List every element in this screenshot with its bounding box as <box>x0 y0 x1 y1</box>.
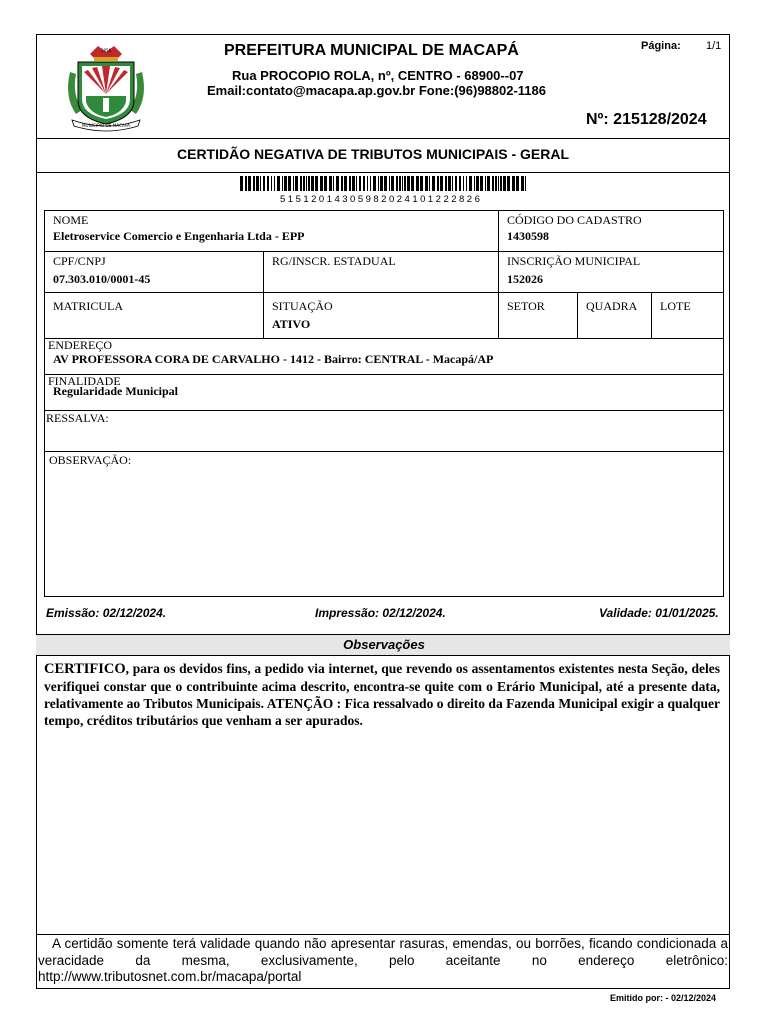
barcode-bar <box>256 176 259 191</box>
barcode-bar <box>507 176 510 191</box>
barcode-bar <box>315 176 318 191</box>
inscricao-value: 152026 <box>507 272 543 286</box>
barcode-bar <box>329 176 332 191</box>
barcode-bar <box>448 176 451 191</box>
field-ressalva <box>44 410 724 452</box>
emitido-por: Emitido por: - 02/12/2024 <box>610 993 717 1003</box>
barcode-bar <box>356 176 357 191</box>
field-nome <box>44 210 499 252</box>
rg-label: RG/INSCR. ESTADUAL <box>272 254 396 268</box>
nome-label: NOME <box>53 213 89 227</box>
barcode-bar <box>440 176 443 191</box>
barcode-bar <box>437 176 439 191</box>
field-codigo <box>498 210 724 252</box>
field-endereco <box>44 338 724 375</box>
barcode-bar <box>420 176 423 191</box>
field-setor <box>498 292 578 339</box>
barcode-bar <box>429 176 430 191</box>
barcode-bar <box>411 176 414 191</box>
barcode-bar <box>344 176 347 191</box>
finalidade-value: Regularidade Municipal <box>53 384 179 398</box>
situacao-label: SITUAÇÃO <box>272 299 333 313</box>
barcode-bar <box>521 176 524 191</box>
barcode-bar <box>248 176 251 191</box>
barcode-bar <box>476 176 479 191</box>
certificate-number: Nº: 215128/2024 <box>586 111 707 128</box>
barcode-bar <box>306 176 307 191</box>
barcode-bar <box>525 176 526 191</box>
certifico-body: , para os devidos fins, a pedido via internet, que revendo os assentamentos existentes nesta Seção, deles verifiquei constar que o contribuinte acima descrito, encontra-se quite com o Erário Municipal, até a presente data, relativamente ao Tributos Municipais. ATENÇÃO : Fica ressalvado o direito da Fazenda Municipal exigir a qualquer tempo, créditos tributários que venham a ser apurados. <box>44 661 720 728</box>
crest-year: 1856 <box>100 48 112 53</box>
barcode-bar <box>402 176 403 191</box>
field-observacao <box>44 451 724 597</box>
barcode-bar <box>500 176 502 191</box>
barcode-bar <box>324 176 327 191</box>
barcode-bar <box>333 176 334 191</box>
certifico-lead: CERTIFICO <box>44 661 126 677</box>
barcode-bar <box>455 176 457 191</box>
cpf-value: 07.303.010/0001-45 <box>53 272 151 286</box>
barcode-bar <box>474 176 475 191</box>
barcode-bar <box>469 176 472 191</box>
barcode-bar <box>416 176 419 191</box>
barcode-bar <box>284 176 287 191</box>
barcode-bar <box>367 176 368 191</box>
barcode-bar <box>277 176 280 191</box>
quadra-label: QUADRA <box>586 299 638 313</box>
barcode-bar <box>352 176 355 191</box>
barcode-bar <box>495 176 497 191</box>
field-finalidade <box>44 374 724 411</box>
footer-note: A certidão somente terá validade quando não apresentar rasuras, emendas, ou borrões, ficando condicionada a veracidade da mesma, exclusivamente, pelo aceitante no endereço eletrônico: http://www.tributosnet.com.br/macapa/portal <box>38 936 728 984</box>
barcode-bar <box>480 176 483 191</box>
barcode-bar <box>359 176 361 191</box>
barcode-bar <box>370 176 371 191</box>
barcode-bar <box>380 176 383 191</box>
barcode-bar <box>303 176 305 191</box>
barcode-bar <box>311 176 314 191</box>
field-inscricao <box>498 251 724 293</box>
barcode-bar <box>404 176 406 191</box>
codigo-label: CÓDIGO DO CADASTRO <box>507 213 642 227</box>
barcode-bar <box>492 176 494 191</box>
codigo-value: 1430598 <box>507 229 549 243</box>
field-cpf <box>44 251 264 293</box>
barcode-bar <box>245 176 247 191</box>
barcode-bar <box>407 176 410 191</box>
crest-caption: MUNICIPIO DE MACAPÁ <box>81 123 131 128</box>
barcode-bar <box>463 176 464 191</box>
barcode-bar <box>425 176 428 191</box>
matricula-label: MATRICULA <box>53 299 124 313</box>
header-divider <box>36 138 730 139</box>
barcode-bar <box>485 176 486 191</box>
barcode-bar <box>240 176 243 191</box>
barcode-bar <box>282 176 283 191</box>
nome-value: Eletroservice Comercio e Engenharia Ltda - EPP <box>53 229 305 243</box>
field-quadra <box>577 292 652 339</box>
barcode-bar <box>349 176 351 191</box>
page-value: 1/1 <box>706 40 722 52</box>
emissao-date: Emissão: 02/12/2024. <box>46 606 167 620</box>
setor-label: SETOR <box>507 299 545 313</box>
document-title: CERTIDÃO NEGATIVA DE TRIBUTOS MUNICIPAIS - GERAL <box>177 146 570 162</box>
barcode-bar <box>373 176 376 191</box>
cpf-label: CPF/CNPJ <box>53 254 106 268</box>
barcode-bar <box>274 176 275 191</box>
footer-divider <box>36 934 730 935</box>
field-situacao <box>263 292 499 339</box>
barcode-bar <box>452 176 453 191</box>
barcode-bar <box>512 176 515 191</box>
header-title: PREFEITURA MUNICIPAL DE MACAPÁ <box>224 42 519 59</box>
field-rg <box>263 251 499 293</box>
validade-date: Validade: 01/01/2025. <box>599 606 719 620</box>
barcode-bar <box>432 176 435 191</box>
title-divider <box>36 172 730 173</box>
barcode-bar <box>399 176 401 191</box>
barcode-bar <box>263 176 265 191</box>
barcode-bar <box>389 176 390 191</box>
barcode-bar <box>288 176 291 191</box>
barcode-bar <box>466 176 467 191</box>
barcode-bar <box>459 176 461 191</box>
crest-icon <box>60 42 152 132</box>
barcode-bar <box>267 176 269 191</box>
barcode-bar <box>308 176 310 191</box>
field-matricula <box>44 292 264 339</box>
finalidade-label: FINALIDADE <box>48 374 121 388</box>
observacoes-header: Observações <box>343 637 425 652</box>
barcode-bar <box>363 176 365 191</box>
barcode-number: 51512014305982024101222826 <box>280 194 483 205</box>
barcode-bar <box>378 176 379 191</box>
barcode <box>240 176 528 191</box>
header-address: Rua PROCOPIO ROLA, nº, CENTRO - 68900--07 <box>232 68 524 83</box>
barcode-bar <box>391 176 394 191</box>
inscricao-label: INSCRIÇÃO MUNICIPAL <box>507 254 641 268</box>
barcode-bar <box>295 176 298 191</box>
ressalva-label: RESSALVA: <box>46 411 109 425</box>
barcode-bar <box>260 176 261 191</box>
barcode-bar <box>253 176 255 191</box>
barcode-bar <box>384 176 387 191</box>
barcode-bar <box>300 176 302 191</box>
barcode-bar <box>498 176 499 191</box>
endereco-label: ENDEREÇO <box>48 338 112 352</box>
page-label: Página: <box>641 40 681 52</box>
barcode-bar <box>503 176 506 191</box>
barcode-bar <box>341 176 343 191</box>
situacao-value: ATIVO <box>272 317 311 331</box>
certifico-paragraph <box>44 660 720 729</box>
barcode-bar <box>516 176 519 191</box>
header-contact: Email:contato@macapa.ap.gov.br Fone:(96)98802-1186 <box>207 83 546 98</box>
barcode-bar <box>396 176 398 191</box>
barcode-bar <box>336 176 339 191</box>
field-lote <box>651 292 724 339</box>
barcode-bar <box>445 176 447 191</box>
endereco-value: AV PROFESSORA CORA DE CARVALHO - 1412 - Bairro: CENTRAL - Macapá/AP <box>53 352 494 366</box>
barcode-bar <box>487 176 490 191</box>
lote-label: LOTE <box>660 299 691 313</box>
barcode-bar <box>293 176 294 191</box>
impressao-date: Impressão: 02/12/2024. <box>315 606 446 620</box>
barcode-bar <box>271 176 272 191</box>
barcode-bar <box>320 176 323 191</box>
observacao-label: OBSERVAÇÃO: <box>49 453 132 467</box>
